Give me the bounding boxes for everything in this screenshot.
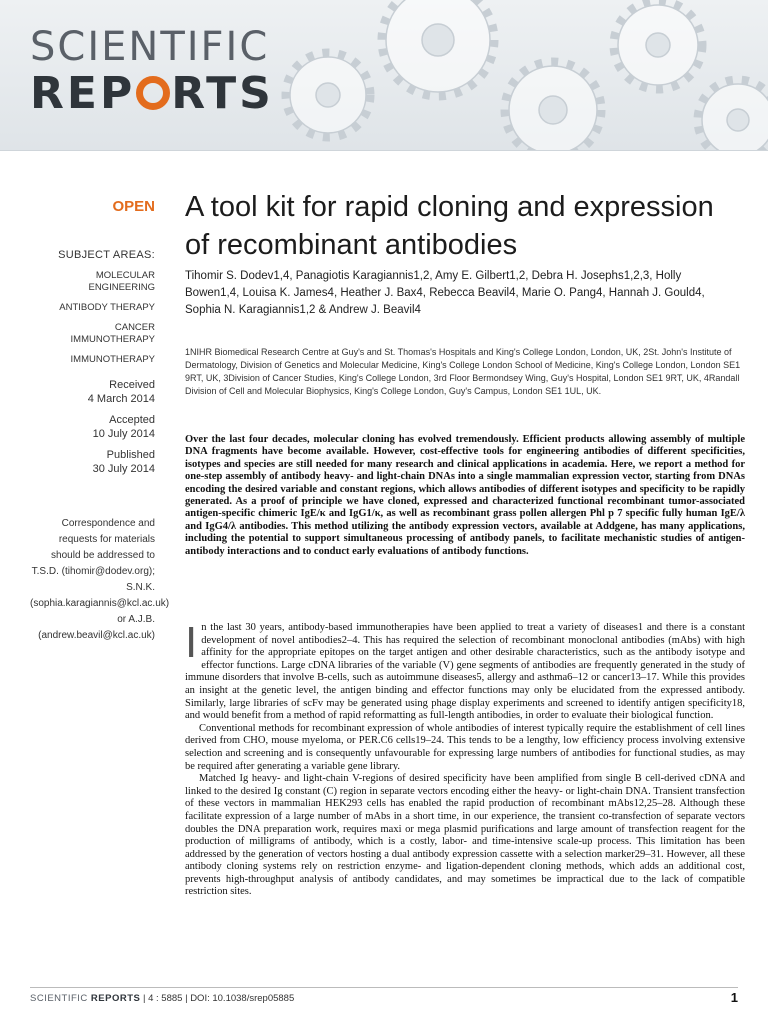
affiliations: 1NIHR Biomedical Research Centre at Guy's and St. Thomas's Hospitals and King's College London, London, UK, 2St. John's Institute of Dermatology, Division of Genetics and Molecular Medicine, King's College London School of Medicine, King's College London, London SE1 9RT, UK, 3Division of Cancer Studies, King's College London, 3rd Floor Bermondsey Wing, Guy's Hospital, London SE1 9RT, UK, 4Randall Division of Cell and Molecular Biophysics, King's College London, Guy's Campus, London SE1 1UL, UK. <box>185 347 741 396</box>
footer-brand <box>30 993 140 1004</box>
drop-cap: I <box>185 618 198 667</box>
subject-area-link[interactable]: IMMUNOTHERAPY <box>70 354 155 365</box>
author-list: Tihomir S. Dodev1,4, Panagiotis Karagiannis1,2, Amy E. Gilbert1,2, Debra H. Josephs1,2,3, Holly Bowen1,4, Louisa K. James4, Heather J. Bax4, Rebecca Beavil4, Marie O. Pang4, Hannah J. Gould4, Sophia N. Karagiannis1,2 & Andrew J. Beavil4 <box>185 270 705 316</box>
body-paragraph: Conventional methods for recombinant expression of whole antibodies of interest typically require the establishment of cell lines derived from CHO, mouse myeloma, or PER.C6 cells19–24. This tends to be a lengthy, low efficiency process involving extensive selection and screening and is consequently unfavourable for expressing large numbers of antibodies for functional studies, as may be required after generating a variable gene library. <box>185 722 745 772</box>
subject-area-link[interactable]: CANCER IMMUNOTHERAPY <box>70 322 155 345</box>
article-body <box>185 618 745 899</box>
footer-brand-left: SCIENTIFIC <box>30 993 88 1004</box>
published-date: 30 July 2014 <box>92 463 155 475</box>
received-date: 4 March 2014 <box>87 393 155 405</box>
accepted-label: Accepted <box>109 414 155 426</box>
subject-areas-list <box>30 270 155 374</box>
page-footer <box>30 993 294 1004</box>
subject-areas-title: SUBJECT AREAS: <box>58 249 155 261</box>
published-label: Published <box>106 449 155 461</box>
article-dates <box>30 378 155 483</box>
footer-divider <box>30 987 738 988</box>
footer-brand-right: REPORTS <box>90 993 141 1004</box>
open-access-label: OPEN <box>112 198 155 215</box>
correspondence-note: Correspondence and requests for materials should be addressed to T.S.D. (tihomir@dodev.org); S.N.K. (sophia.karagiannis@kcl.ac.uk) or A.J.B. (andrew.beavil@kcl.ac.uk) <box>30 518 170 641</box>
body-paragraph <box>185 618 745 723</box>
body-paragraph: Matched Ig heavy- and light-chain V-regions of desired specificity have been amplified from single B cell-derived cDNA and linked to the desired Ig constant (C) region in separate vectors encoding either the heavy- or light-chain DNA. Transient transfection of these vectors in mammalian HEK293 cells has enabled the rapid production of recombinant mAbs12,25–28. Although these facilitate expression of a large number of mAbs in a short time, in our experience, the transient co-transfection of separate vectors doubles the DNA preparation work, requires maxi or mega plasmid purifications and large amount of transfection reagent for the production of milligrams of antibody, which is a costly, labor- and time-intensive scale-up process. This limitation has been addressed by the generation of vectors hosting a dual antibody expression cassette with a selection marker29–31. However, all these antibody cloning systems rely on restriction enzyme- and ligation-dependent cloning methods, which adds an additional cost, prevents high-throughput analysis of antibody candidates, and may sometimes be impractical due to the lack of compatible restriction sites. <box>185 773 745 898</box>
received-label: Received <box>109 379 155 391</box>
abstract: Over the last four decades, molecular cloning has evolved tremendously. Efficient products allowing assembly of multiple DNA fragments have become available. However, cost-effective tools for engineering antibodies of different specificities, isotypes and species are still needed for many research and clinical applications in academia. Here, we report a method for one-step assembly of antibody heavy- and light-chain DNAs into a single mammalian expression vector, starting from DNAs encoding the desired variable and constant regions, which allows antibodies of different isotypes and specificity to be rapidly generated. As a proof of principle we have cloned, expressed and characterized functional recombinant tumor-associated antigen-specific chimeric IgE/κ and IgG1/κ, as well as recombinant grass pollen allergen Phl p 7 specific fully human IgE/λ and IgG4/λ antibodies. This method utilizing the antibody expression vectors, available at Addgene, has many applications, including the potential to support simultaneous processing of antibody panels, to facilitate mechanistic studies of antigen-antibody interactions and to conduct early evaluations of antibody functions. <box>185 434 745 557</box>
accepted-date: 10 July 2014 <box>92 428 155 440</box>
paragraph-text: n the last 30 years, antibody-based immunotherapies have been applied to treat a variety of diseases1 and there is a constant development of novel antibodies2–4. This has required the selection of recombinant monoclonal antibodies (mAbs) with high affinity for the appropriate epitopes on the target antigen and other desirable characteristics, such as the antibody isotype and effector functions. Large cDNA libraries of the variable (V) gene segments of antibodies are frequently generated in the study of immune disorders that involve B-cells, such as autoimmune diseases5, allergy and asthma6–12 or cancer13–17. While this provides an insight at the genetic level, the antigen binding and effector functions may only be elucidated from the expressed antibody. Similarly, large libraries of scFv may be generated using phage display experiments and screened to identify antigen specificity18, and would benefit from a method of rapid reformatting as full-length antibodies, in order to evaluate their biological function. <box>185 622 745 722</box>
logo-gear-o <box>136 76 170 110</box>
page-number: 1 <box>730 990 738 1005</box>
subject-area-link[interactable]: ANTIBODY THERAPY <box>59 302 155 313</box>
journal-logo-bottom: REP RTS <box>30 68 274 119</box>
article-title: A tool kit for rapid cloning and expression of recombinant antibodies <box>185 191 714 261</box>
journal-banner <box>0 0 768 151</box>
subject-area-link[interactable]: MOLECULAR ENGINEERING <box>88 270 155 293</box>
journal-logo-top: SCIENTIFIC <box>30 24 270 70</box>
footer-citation[interactable]: | 4 : 5885 | DOI: 10.1038/srep05885 <box>143 993 295 1004</box>
gears-graphic <box>208 0 768 150</box>
